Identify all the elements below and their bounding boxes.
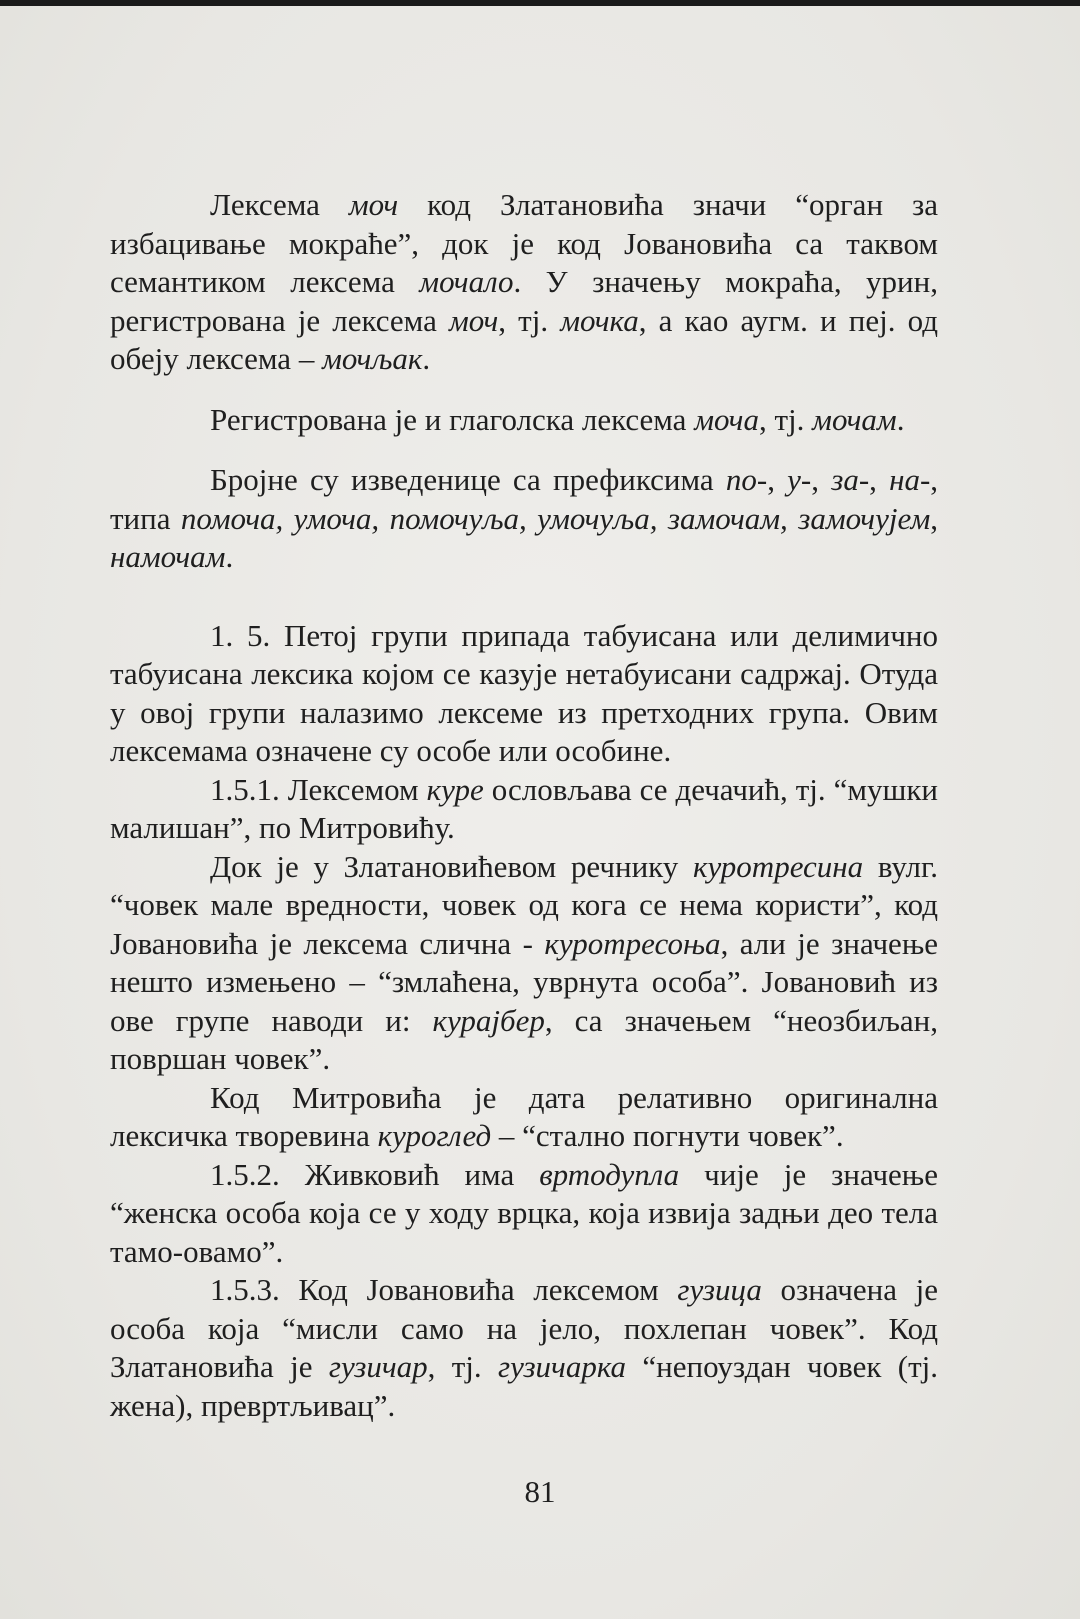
italic-term: по-	[725, 462, 768, 497]
text-run: Док је у Златановићевом речнику	[210, 848, 693, 884]
text-run: Бројне су изведенице са префиксима	[210, 462, 726, 497]
text-run: , тј.	[758, 401, 813, 437]
text-run: Лексема	[210, 187, 349, 222]
paragraph-8	[110, 1156, 938, 1272]
text-run: вулг. “човек мале вредности, човек од кога се нема користи”, код Јовановића је лексема слична -	[110, 848, 938, 961]
paragraph-6	[110, 848, 938, 1079]
paragraph-3	[110, 461, 938, 577]
italic-term: у-	[787, 462, 812, 497]
italic-term: моч	[448, 302, 499, 338]
text-run: Код Митровића је дата релативно оригинална лексичка творевина	[110, 1079, 938, 1153]
italic-term: за-	[831, 462, 870, 497]
text-run: “непоуздан човек (тј. жена), превртљивац”.	[110, 1349, 938, 1423]
paragraph-9	[110, 1271, 938, 1425]
italic-term: мочљак	[322, 341, 423, 376]
text-run: , а као аугм. и пеј. од обеју лексема –	[110, 302, 938, 376]
text-run: , тј.	[498, 302, 561, 338]
text-run: ,	[811, 462, 832, 497]
paragraph-7	[110, 1079, 938, 1156]
italic-term: намочам	[110, 539, 226, 574]
italic-term: куре	[426, 771, 484, 807]
italic-term: мочам	[812, 401, 897, 437]
italic-term: курајбер	[432, 1002, 545, 1038]
text-run: , са значењем “неозбиљан, површан човек”.	[110, 1002, 938, 1076]
italic-term: на-	[889, 462, 931, 497]
paragraph-5	[110, 771, 938, 848]
paragraph-4	[110, 617, 938, 771]
italic-term: помоча, умоча, помочуља, умочуља, замочам, замочујем	[180, 500, 931, 536]
text-run: , типа	[110, 462, 939, 536]
italic-term: куротресоња	[544, 925, 721, 961]
italic-term: гузица	[677, 1272, 762, 1307]
text-run: .	[896, 401, 905, 437]
italic-term: моча	[694, 401, 759, 437]
italic-term: гузичар	[328, 1349, 428, 1384]
text-run: код Златановића значи “орган за избацивање мокраће”, док је код Јовановића са таквом семантиком лексема	[110, 187, 938, 299]
italic-term: мочало	[419, 264, 514, 299]
text-run: означена је особа која “мисли само на јело, похлепан човек”. Код Златановића је	[110, 1272, 938, 1384]
page-body-text	[110, 186, 938, 1425]
italic-term: моч	[348, 187, 399, 222]
text-run: 1.5.3. Код Јовановића лексемом	[210, 1272, 678, 1307]
text-run: – “стално погнути човек”.	[491, 1118, 844, 1153]
text-run: 1. 5. Петој групи припада табуисана или делимично табуисана лексика којом се казује нетабуисани садржај. Отуда у овој групи налазимо лексеме из претходних група. Овим лексемама означене су особе или особине.	[110, 617, 938, 768]
text-run: .	[225, 539, 234, 574]
italic-term: куротресина	[692, 848, 864, 884]
italic-term: мочка	[560, 302, 639, 338]
text-run: ,	[869, 462, 890, 497]
text-run: ,	[767, 462, 788, 497]
book-page	[0, 6, 1080, 1619]
italic-term: вртодупла	[539, 1156, 680, 1192]
text-run: Регистрована је и глаголска лексема	[210, 401, 695, 437]
paragraph-2	[110, 401, 938, 440]
text-run: , али је значење нешто измењено – “змлаћена, уврнута особа”. Јовановић из ове групе наводи и:	[110, 925, 938, 1038]
text-run: . У значењу мокраћа, урин, регистрована је лексема	[110, 264, 938, 338]
text-run: 1.5.2. Живковић има	[210, 1156, 540, 1192]
page-number: 81	[524, 1474, 556, 1509]
paragraph-1	[110, 186, 938, 379]
text-run: чије је значење “женска особа која се у ходу врцка, која извија задњи део тела тамо-овамо”.	[110, 1156, 938, 1269]
text-run: 1.5.1. Лексемом	[210, 771, 427, 807]
italic-term: гузичарка	[498, 1349, 627, 1384]
text-run: , тј.	[427, 1349, 498, 1384]
text-run: ословљава се дечачић, тј. “мушки малишан”, по Митровићу.	[110, 771, 938, 845]
italic-term: курoглед	[377, 1118, 492, 1153]
text-run: .	[422, 341, 431, 376]
text-run: ,	[930, 500, 938, 536]
